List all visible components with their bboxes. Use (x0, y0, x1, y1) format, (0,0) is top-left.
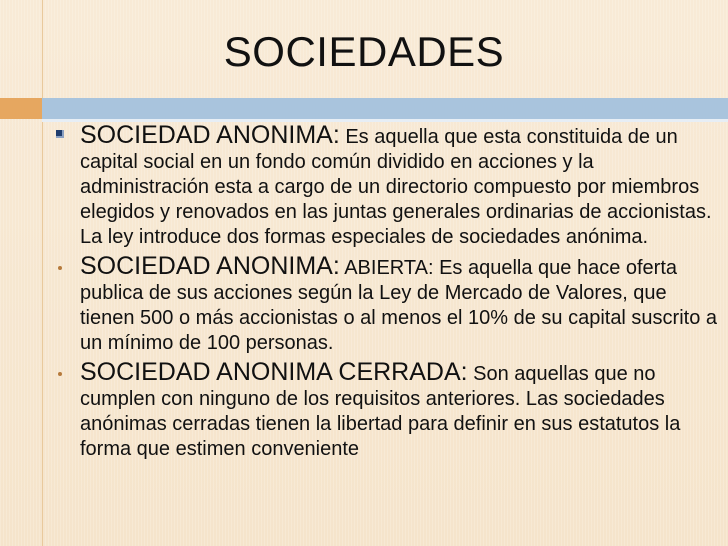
item-heading: SOCIEDAD ANONIMA CERRADA: (80, 358, 468, 386)
list-item (56, 120, 724, 250)
item-heading-rest: Es aquella que esta (339, 126, 522, 148)
slide-content (56, 120, 724, 463)
item-body: hace oferta publica de sus acciones según la Ley de Mercado de Valores, que tienen 500 o más accionistas o al menos el 10% de su capital suscrito a un mínimo de 100 personas. (80, 257, 718, 354)
item-heading-rest: ABIERTA: Es aquella que (339, 257, 572, 279)
square-bullet-icon (56, 130, 64, 138)
accent-band-blue (42, 98, 728, 119)
dot-bullet-icon (58, 372, 62, 376)
list-item (56, 251, 724, 356)
left-rail-divider (42, 0, 43, 546)
dot-bullet-icon (58, 266, 62, 270)
item-body: que no cumplen con ninguno de los requisitos anteriores. Las sociedades anónimas cerradas tienen la libertad para definir en sus estatutos la forma que estimen conveniente (80, 363, 681, 460)
item-body: constituida de un capital social en un fondo común dividido en acciones y la administración esta a cargo de un directorio compuesto por miembros elegidos y renovados en las juntas generales ordinarias de accionistas. (80, 126, 712, 223)
accent-band-orange (0, 98, 42, 119)
list-item (56, 357, 724, 462)
item-heading: SOCIEDAD ANONIMA: (80, 252, 340, 280)
item-body-2: La ley introduce dos formas especiales de sociedades anónima. (80, 226, 649, 248)
slide-title: SOCIEDADES (223, 28, 505, 75)
item-heading-rest: Son aquellas (467, 363, 589, 385)
item-heading: SOCIEDAD ANONIMA: (80, 121, 340, 149)
